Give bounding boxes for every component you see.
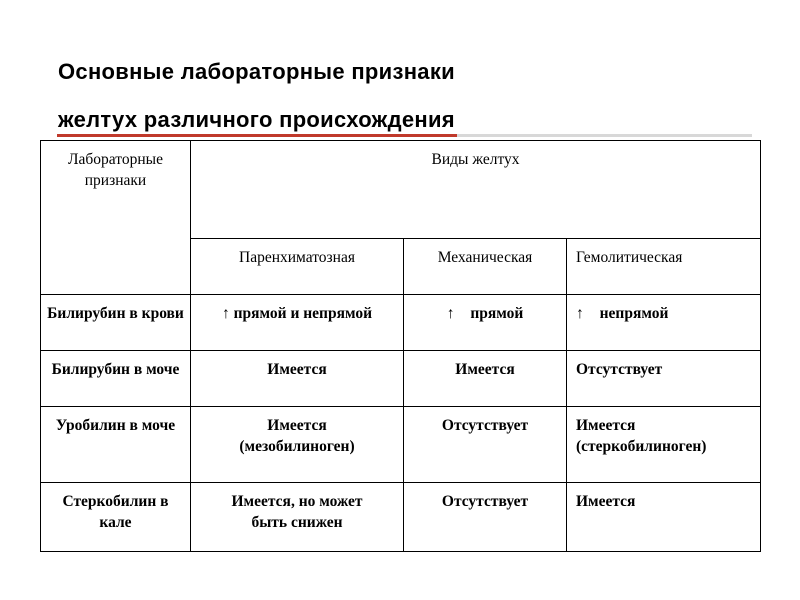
header-lab-signs: Лабораторные признаки — [41, 141, 191, 295]
table-cell — [567, 407, 761, 483]
table-cell — [191, 295, 404, 351]
row-label: Билирубин в крови — [41, 295, 191, 351]
cell-text: прямой и непрямой — [233, 305, 373, 322]
table-cell: Отсутствует — [404, 407, 567, 483]
cell-subtext: быть снижен — [251, 514, 343, 531]
table-row — [41, 351, 761, 407]
arrow-up-icon: ↑ — [576, 305, 584, 322]
table-cell: Отсутствует — [567, 351, 761, 407]
jaundice-lab-table — [40, 140, 761, 552]
row-label: Билирубин в моче — [41, 351, 191, 407]
table-cell: Имеется — [191, 351, 404, 407]
table-cell — [567, 295, 761, 351]
row-label: Стеркобилин в кале — [41, 483, 191, 552]
cell-text: прямой — [470, 305, 524, 322]
header-type-parenchymatous: Паренхиматозная — [191, 239, 404, 295]
cell-text: Имеется — [267, 417, 327, 434]
table-cell — [404, 295, 567, 351]
cell-text: непрямой — [599, 305, 669, 322]
slide-title-line-2: желтух различного происхождения — [58, 107, 455, 132]
arrow-up-icon: ↑ — [446, 305, 455, 322]
header-type-mechanical: Механическая — [404, 239, 567, 295]
slide-title — [58, 48, 455, 144]
slide-title-line-1: Основные лабораторные признаки — [58, 59, 455, 84]
title-underline-divider — [57, 134, 752, 137]
arrow-up-icon: ↑ — [221, 305, 230, 322]
table-cell: Отсутствует — [404, 483, 567, 552]
header-jaundice-types: Виды желтух — [191, 141, 761, 239]
table-cell — [191, 483, 404, 552]
cell-text: Имеется — [576, 417, 636, 434]
table-row — [41, 295, 761, 351]
cell-text: Имеется, но может — [231, 493, 363, 510]
table-row — [41, 483, 761, 552]
header-type-hemolytic: Гемолитическая — [567, 239, 761, 295]
cell-subtext: (стеркобилиноген) — [576, 438, 707, 455]
table-row — [41, 407, 761, 483]
table-cell: Имеется — [404, 351, 567, 407]
table-cell — [191, 407, 404, 483]
table-cell: Имеется — [567, 483, 761, 552]
cell-subtext: (мезобилиноген) — [239, 438, 355, 455]
row-label: Уробилин в моче — [41, 407, 191, 483]
